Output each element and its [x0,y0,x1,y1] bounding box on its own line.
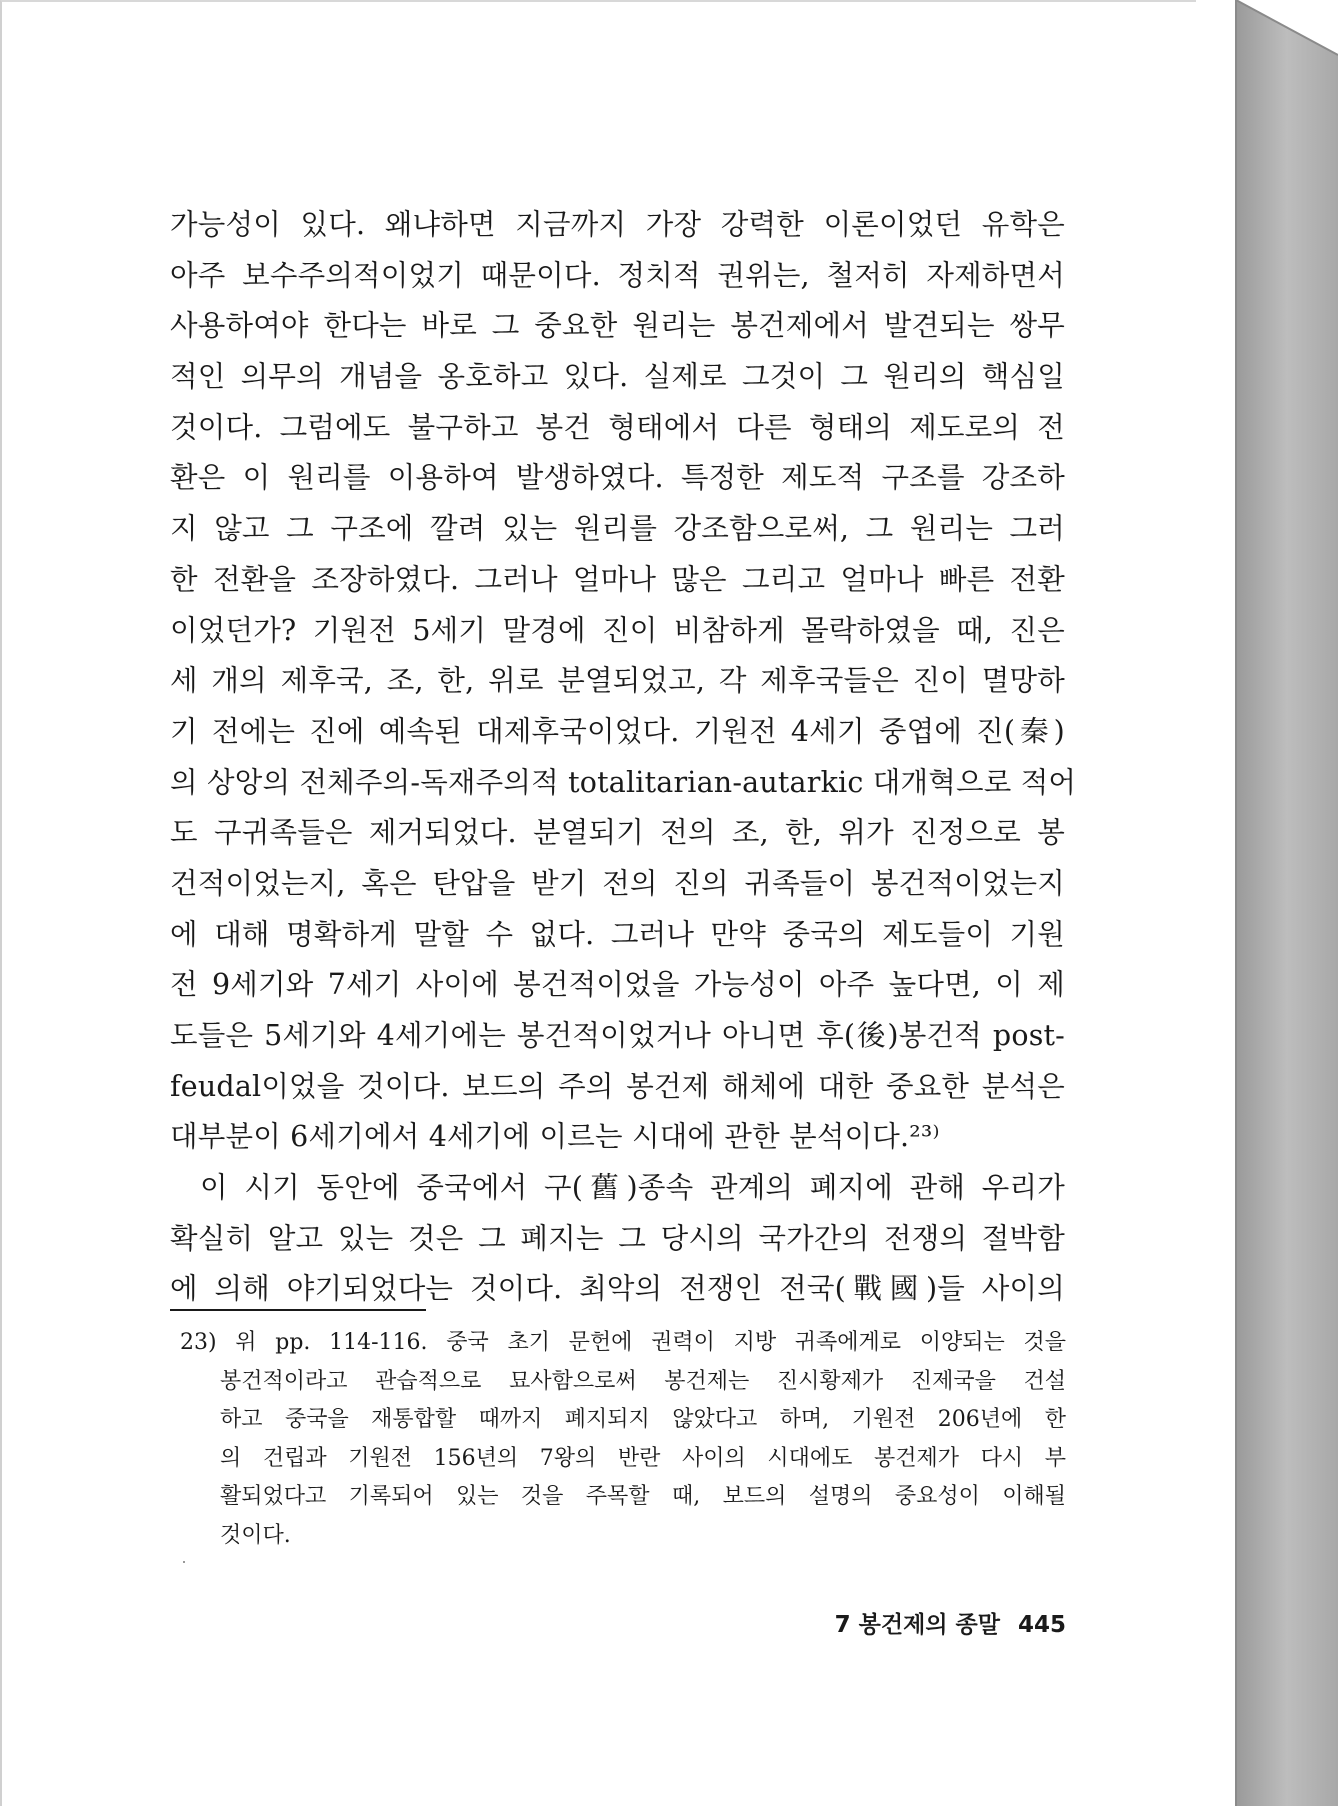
text-line: 도들은 5세기와 4세기에는 봉건적이었거나 아니면 후(後)봉건적 post- [170,1019,1065,1052]
main-text [170,200,1077,1315]
footnote-line: 활되었다고 기록되어 있는 것을 주목할 때, 보드의 설명의 중요성이 이해될 [220,1484,1066,1509]
text-line: 의 상앙의 전체주의-독재주의적 totalitarian-autarkic 대개혁으로 적어 [170,765,1077,799]
text-line: feudal이었을 것이다. 보드의 주의 봉건제 해체에 대한 중요한 분석은 [170,1069,1065,1103]
text-line: 것이다. 그럼에도 불구하고 봉건 형태에서 다른 형태의 제도로의 전 [170,410,1065,444]
text-line: 에 의해 야기되었다는 것이다. 최악의 전쟁인 전국(戰國)들 사이의 [170,1272,1065,1306]
text-line: 확실히 알고 있는 것은 그 폐지는 그 당시의 국가간의 전쟁의 절박함 [170,1221,1065,1255]
scan-speck [183,1561,185,1563]
book-edge-graphic [1196,0,1338,1806]
footnote-line: 의 건립과 기원전 156년의 7왕의 반란 사이의 시대에도 봉건제가 다시 부 [220,1445,1066,1471]
text-line: 건적이었는지, 혹은 탄압을 받기 전의 진의 귀족들이 봉건적이었는지 [170,866,1065,900]
text-line: 지 않고 그 구조에 깔려 있는 원리를 강조함으로써, 그 원리는 그러 [170,512,1065,546]
text-line: 에 대해 명확하게 말할 수 없다. 그러나 만약 중국의 제도들이 기원 [170,917,1065,951]
footnote-divider [170,1309,426,1311]
text-line: 이 시기 동안에 중국에서 구(舊)종속 관계의 폐지에 관해 우리가 [200,1171,1065,1205]
text-line: 아주 보수주의적이었기 때문이다. 정치적 권위는, 철저히 자제하면서 [170,258,1065,292]
text-line: 전 9세기와 7세기 사이에 봉건적이었을 가능성이 아주 높다면, 이 제 [170,968,1065,1002]
page-number: 445 [1017,1612,1066,1638]
text-line: 적인 의무의 개념을 옹호하고 있다. 실제로 그것이 그 원리의 핵심일 [170,360,1065,394]
footnote-line: 것이다. [220,1522,291,1548]
running-footer [810,1605,1066,1645]
text-line: 이었던가? 기원전 5세기 말경에 진이 비참하게 몰락하였을 때, 진은 [170,613,1065,647]
footnote-line: 23) 위 pp. 114-116. 중국 초기 문헌에 권력이 지방 귀족에게로 이양되는 것을 [180,1330,1066,1355]
chapter-title: 7 봉건제의 종말 [834,1612,1000,1638]
text-line: 환은 이 원리를 이용하여 발생하였다. 특정한 제도적 구조를 강조하 [170,461,1065,495]
book-thickness-edge [1196,0,1338,1806]
text-line: 세 개의 제후국, 조, 한, 위로 분열되었고, 각 제후국들은 진이 멸망하 [170,664,1065,698]
text-line: 가능성이 있다. 왜냐하면 지금까지 가장 강력한 이론이었던 유학은 [170,208,1065,241]
text-line: 한 전환을 조장하였다. 그러나 얼마나 많은 그리고 얼마나 빠른 전환 [170,562,1065,596]
text-line: 도 구귀족들은 제거되었다. 분열되기 전의 조, 한, 위가 진정으로 봉 [170,816,1065,850]
footnote-block [180,1324,1066,1555]
text-line: 대부분이 6세기에서 4세기에 이르는 시대에 관한 분석이다.²³⁾ [170,1120,940,1154]
footnote-line: 하고 중국을 재통합할 때까지 폐지되지 않았다고 하며, 기원전 206년에 한 [220,1407,1066,1432]
footnote-line: 봉건적이라고 관습적으로 묘사함으로써 봉건제는 진시황제가 진제국을 건설 [220,1368,1066,1394]
text-line: 기 전에는 진에 예속된 대제후국이었다. 기원전 4세기 중엽에 진(秦) [170,714,1065,748]
text-line: 사용하여야 한다는 바로 그 중요한 원리는 봉건제에서 발견되는 쌍무 [170,309,1065,343]
